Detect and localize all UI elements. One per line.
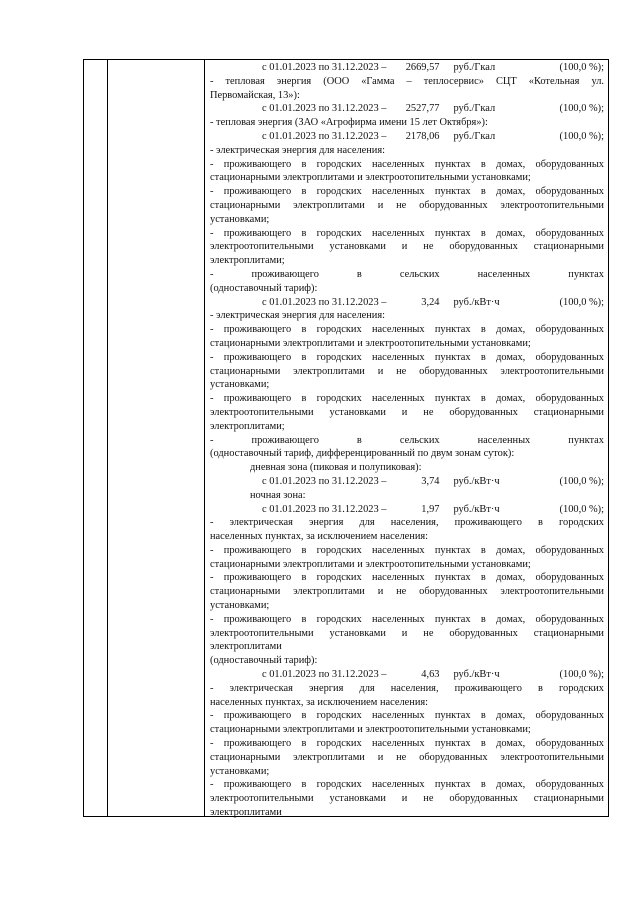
text-line: - проживающего в городских населенных пунктах в домах, оборудованных [210,158,604,170]
text-line: электроплитами; [210,255,285,267]
tariff-unit: руб./кВт·ч [453,296,500,308]
text-line: - проживающего в городских населенных пунктах в домах, оборудованных [210,710,604,722]
tariff-value: 3,74 [421,475,440,487]
tariff-rate-line [210,102,604,116]
text-line: - электрическая энергия для населения: [210,310,386,322]
text-line: Первомайская, 13»): [210,89,300,101]
tariff-percent: (100,0 %); [559,475,604,487]
text-line: населенных пунктах, за исключением населения: [210,696,429,708]
tariff-percent: (100,0 %); [559,62,604,73]
tariff-percent: (100,0 %); [559,503,604,515]
text-line: - проживающего в городских населенных пунктах в домах, оборудованных [210,738,604,750]
text-line: установками; [210,379,270,391]
tariff-table [83,59,609,817]
tariff-value: 2669,57 [405,62,440,73]
text-line: - проживающего в городских населенных пунктах в домах, оборудованных [210,351,604,363]
tariff-period: с 01.01.2023 по 31.12.2023 – [262,103,387,115]
tariff-value: 2527,77 [405,103,440,115]
text-line: стационарными электроплитами и электроотопительными установками; [210,558,531,570]
text-line: (одноставочный тариф): [210,655,318,667]
text-line: ночная зона: [250,489,306,501]
tariff-value: 4,63 [421,669,440,681]
text-line: - проживающего в городских населенных пунктах в домах, оборудованных [210,572,604,584]
text-line: стационарными электроплитами и не оборудованных электроотопительными [210,199,604,211]
tariff-value: 3,24 [421,296,440,308]
tariff-period: с 01.01.2023 по 31.12.2023 – [262,62,387,73]
text-line: - проживающего в городских населенных пунктах в домах, оборудованных [210,544,604,556]
tariff-value: 1,97 [421,503,440,515]
text-line: - проживающего в городских населенных пунктах в домах, оборудованных [210,186,604,198]
tariff-rate-line [210,668,604,682]
tariff-unit: руб./кВт·ч [453,669,500,681]
text-line: - проживающего в городских населенных пунктах в домах, оборудованных [210,613,604,625]
tariff-period: с 01.01.2023 по 31.12.2023 – [262,669,387,681]
text-line: стационарными электроплитами и не оборудованных электроотопительными [210,365,604,377]
text-line: стационарными электроплитами и электроотопительными установками; [210,337,531,349]
tariff-rate-line [210,296,604,310]
text-line: стационарными электроплитами и не оборудованных электроотопительными [210,586,604,598]
tariff-unit: руб./кВт·ч [453,475,500,487]
tariff-period: с 01.01.2023 по 31.12.2023 – [262,503,387,515]
tariff-unit: руб./кВт·ч [453,503,500,515]
text-line: - электрическая энергия для населения, проживающего в городских [210,682,604,694]
text-line: - проживающего в сельских населенных пунктах [210,434,604,446]
text-line: - тепловая энергия (ООО «Гамма – теплосервис» СЦТ «Котельная ул. [210,75,604,87]
text-line: установками; [210,213,270,225]
tariff-percent: (100,0 %); [559,669,604,681]
table-column-divider [107,60,108,816]
text-line: стационарными электроплитами и не оборудованных электроотопительными [210,751,604,763]
tariff-unit: руб./Гкал [453,130,496,142]
text-line: электроплитами [210,807,282,819]
text-line: дневная зона (пиковая и полупиковая): [250,462,422,474]
tariff-text-cell [210,61,604,820]
text-line: населенных пунктах, за исключением населения: [210,531,429,543]
tariff-period: с 01.01.2023 по 31.12.2023 – [262,130,387,142]
tariff-rate-line [210,503,604,517]
text-line: - электрическая энергия для населения: [210,144,386,156]
text-line: электроплитами; [210,420,285,432]
text-line: электроотопительными установками и не оборудованных стационарными [210,406,604,418]
text-line: - проживающего в городских населенных пунктах в домах, оборудованных [210,779,604,791]
tariff-unit: руб./Гкал [453,103,496,115]
text-line: - проживающего в сельских населенных пунктах [210,268,604,280]
text-line: - тепловая энергия (ЗАО «Агрофирма имени 15 лет Октября»): [210,117,488,129]
text-line: - проживающего в городских населенных пунктах в домах, оборудованных [210,393,604,405]
text-line: электроплитами [210,641,282,653]
tariff-period: с 01.01.2023 по 31.12.2023 – [262,296,387,308]
text-line: стационарными электроплитами и электроотопительными установками; [210,724,531,736]
tariff-percent: (100,0 %); [559,130,604,142]
text-line: - проживающего в городских населенных пунктах в домах, оборудованных [210,324,604,336]
tariff-rate-line [210,130,604,144]
text-line: электроотопительными установками и не оборудованных стационарными [210,793,604,805]
tariff-value: 2178,06 [405,130,440,142]
tariff-period: с 01.01.2023 по 31.12.2023 – [262,475,387,487]
tariff-rate-line [210,475,604,489]
tariff-unit: руб./Гкал [453,62,496,73]
tariff-percent: (100,0 %); [559,296,604,308]
table-column-divider [204,60,205,816]
tariff-rate-line [210,61,604,75]
text-line: - проживающего в городских населенных пунктах в домах, оборудованных [210,227,604,239]
tariff-percent: (100,0 %); [559,103,604,115]
text-line: установками; [210,765,270,777]
text-line: электроотопительными установками и не оборудованных стационарными [210,627,604,639]
text-line: (одноставочный тариф): [210,282,318,294]
text-line: (одноставочный тариф, дифференцированный по двум зонам суток): [210,448,515,460]
text-line: стационарными электроплитами и электроотопительными установками; [210,172,531,184]
text-line: электроотопительными установками и не оборудованных стационарными [210,241,604,253]
text-line: установками; [210,600,270,612]
text-line: - электрическая энергия для населения, проживающего в городских [210,517,604,529]
